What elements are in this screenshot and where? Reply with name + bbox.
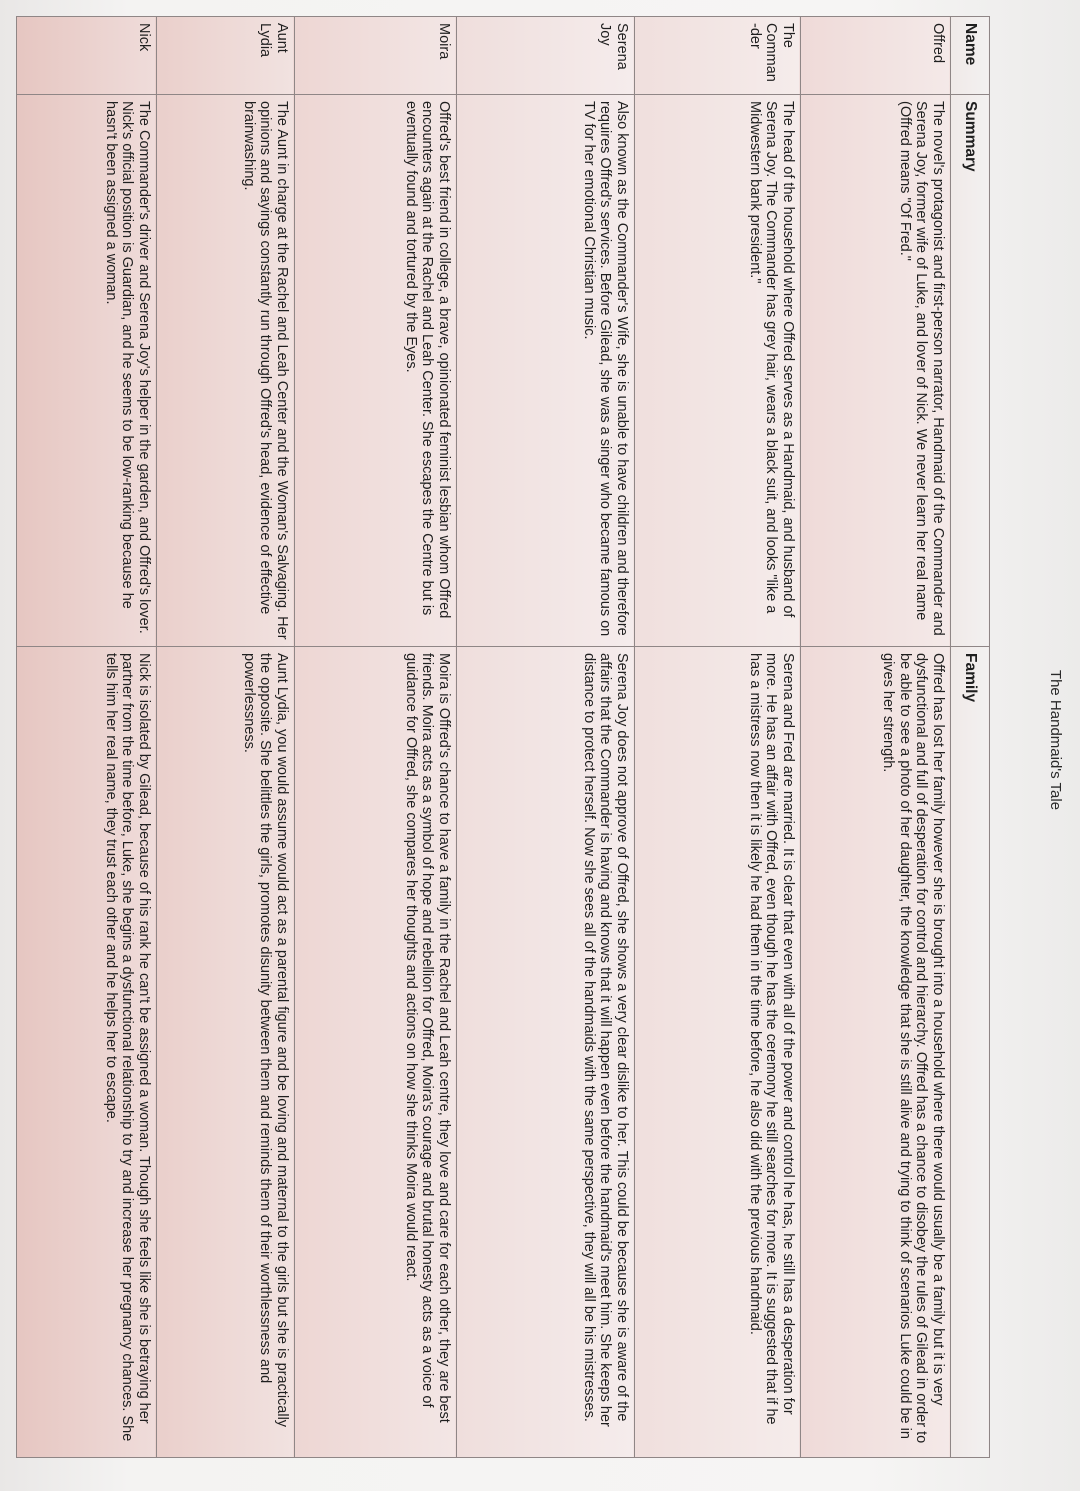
document-title: The Handmaid's Tale <box>1047 669 1064 811</box>
character-table <box>16 16 990 1458</box>
row-name: The Comman -der <box>635 17 801 95</box>
row-family: Serena Joy does not approve of Offred, she shows a very clear dislike to her. This could be because she is aware of the affairs that the Commander is having and knows that it will happen even before the handmaid's meet him. She keeps her distance to protect herself. Now she sees all of the handmaids with the same perspective, they will all be his mistresses. <box>457 647 635 1458</box>
row-name: Aunt Lydia <box>157 17 295 95</box>
header-family: Family <box>951 647 990 1458</box>
row-summary: The Aunt in charge at the Rachel and Leah Center and the Woman's Salvaging. Her opinions and sayings constantly run through Offred's head, evidence of effective brainwashing. <box>157 95 295 647</box>
table-row <box>457 17 635 1458</box>
row-summary: The Commander's driver and Serena Joy's helper in the garden, and Offred's lover. Nick's official position is Guardian, and he seems to be low-ranking because he hasn't been assigned a woman. <box>17 95 157 647</box>
table-row <box>801 17 951 1458</box>
header-summary: Summary <box>951 95 990 647</box>
row-family: Moira is Offred's chance to have a family in the Rachel and Leah centre, they love and care for each other, they are best friends. Moira acts as a symbol of hope and rebellion for Offred, Moira's courage and brutal honesty acts as a voice of guidance for Offred, she compares her thoughts and actions on how she thinks Moira would react. <box>295 647 457 1458</box>
table-header-row <box>951 17 990 1458</box>
row-family: Offred has lost her family however she is brought into a household where there would usually be a family but it is very dysfunctional and full of desperation for control and hierarchy. Offred has a chance to disobey the rules of Gilead in order to be able to see a photo of her daughter, the knowledge that she is still alive and trying to think of scenarios Luke could be in gives her strength. <box>801 647 951 1458</box>
table-row <box>295 17 457 1458</box>
row-name: Moira <box>295 17 457 95</box>
row-summary: Offred's best friend in college, a brave, opinionated feminist lesbian whom Offred encounters again at the Rachel and Leah Center. She escapes the Centre but is eventually found and tortured by the Eyes. <box>295 95 457 647</box>
row-name: Nick <box>17 17 157 95</box>
table-row <box>157 17 295 1458</box>
row-summary: The head of the household where Offred serves as a Handmaid, and husband of Serena Joy. The Commander has grey hair, wears a black suit, and looks "like a Midwestern bank president." <box>635 95 801 647</box>
header-name: Name <box>951 17 990 95</box>
row-name: Serena Joy <box>457 17 635 95</box>
row-family: Aunt Lydia, you would assume would act as a parental figure and be loving and maternal to the girls but she is practically the opposite. She belittles the girls, promotes disunity between them and reminds them of their worthlessness and powerlessness. <box>157 647 295 1458</box>
table-row <box>635 17 801 1458</box>
row-name: Offred <box>801 17 951 95</box>
table-row <box>17 17 157 1458</box>
row-summary: The novel's protagonist and first-person narrator, Handmaid of the Commander and Serena Joy, former wife of Luke, and lover of Nick. We never learn her real name (Offred means "Of Fred." <box>801 95 951 647</box>
row-family: Nick is isolated by Gilead, because of his rank he can't be assigned a woman. Though she feels like she is betraying her partner from the time before, Luke, she begins a dysfunctional relationship to try and increase her pregnancy chances. She tells him her real name, they trust each other and he helps her to escape. <box>17 647 157 1458</box>
row-summary: Also known as the Commander's Wife, she is unable to have children and therefore requires Offred's services. Before Gilead, she was a singer who became famous on TV for her emotional Christian music. <box>457 95 635 647</box>
row-family: Serena and Fred are married. It is clear that even with all of the power and control he has, he still has a desperation for more. He has an affair with Offred, even though he has the ceremony he still searches for more. It is suggested that if he has a mistress now then it is likely he had them in the time before, he also did with the previous handmaid. <box>635 647 801 1458</box>
